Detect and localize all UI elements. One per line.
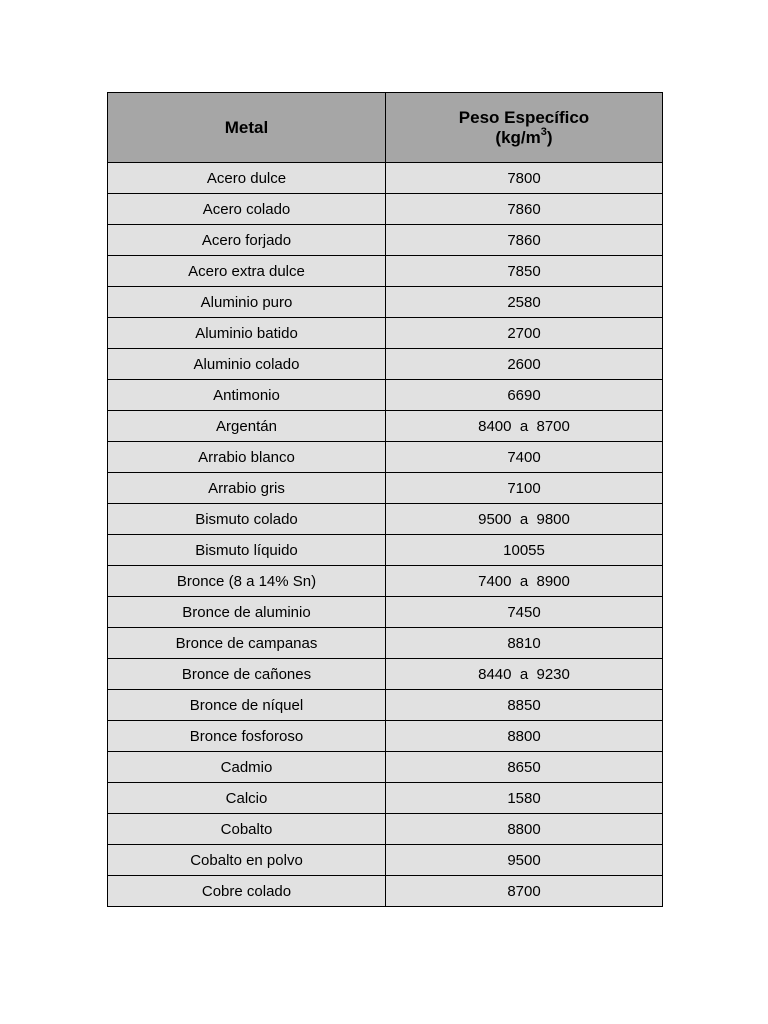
metal-name-cell: Acero dulce	[108, 163, 386, 194]
header-peso-label: Peso Específico	[458, 107, 590, 127]
peso-especifico-cell: 7400 a 8900	[386, 566, 663, 597]
header-peso-unit-open: (kg/m	[495, 127, 541, 147]
table-row	[108, 318, 663, 349]
header-peso-especifico	[386, 93, 663, 163]
header-peso-unit-close: )	[546, 127, 553, 147]
table-row	[108, 597, 663, 628]
metal-name-cell: Calcio	[108, 783, 386, 814]
metal-name-cell: Cobalto	[108, 814, 386, 845]
header-peso-unit-exponent: 3	[540, 125, 547, 138]
peso-especifico-cell: 8800	[386, 814, 663, 845]
peso-especifico-cell: 2600	[386, 349, 663, 380]
header-metal: Metal	[108, 93, 386, 163]
table-row	[108, 690, 663, 721]
metal-name-cell: Bronce de campanas	[108, 628, 386, 659]
peso-especifico-cell: 7800	[386, 163, 663, 194]
table-row	[108, 225, 663, 256]
table-row	[108, 256, 663, 287]
metal-name-cell: Arrabio blanco	[108, 442, 386, 473]
table-header-row	[108, 93, 663, 163]
metal-name-cell: Antimonio	[108, 380, 386, 411]
metal-name-cell: Aluminio puro	[108, 287, 386, 318]
peso-especifico-cell: 6690	[386, 380, 663, 411]
table-row	[108, 628, 663, 659]
metal-name-cell: Cobalto en polvo	[108, 845, 386, 876]
table-row	[108, 194, 663, 225]
peso-especifico-cell: 2700	[386, 318, 663, 349]
peso-especifico-cell: 7100	[386, 473, 663, 504]
header-peso-unit	[495, 125, 553, 147]
peso-especifico-cell: 10055	[386, 535, 663, 566]
metal-name-cell: Bismuto líquido	[108, 535, 386, 566]
table-row	[108, 287, 663, 318]
table-row	[108, 814, 663, 845]
metal-name-cell: Acero forjado	[108, 225, 386, 256]
metal-density-table	[107, 92, 663, 907]
table-row	[108, 442, 663, 473]
table-body	[108, 163, 663, 907]
peso-especifico-cell: 8810	[386, 628, 663, 659]
peso-especifico-cell: 7850	[386, 256, 663, 287]
metal-name-cell: Argentán	[108, 411, 386, 442]
peso-especifico-cell: 8440 a 9230	[386, 659, 663, 690]
peso-especifico-cell: 7860	[386, 225, 663, 256]
table-row	[108, 566, 663, 597]
metal-name-cell: Bronce de níquel	[108, 690, 386, 721]
peso-especifico-cell: 9500 a 9800	[386, 504, 663, 535]
metal-name-cell: Bronce de cañones	[108, 659, 386, 690]
metal-name-cell: Aluminio colado	[108, 349, 386, 380]
metal-name-cell: Aluminio batido	[108, 318, 386, 349]
table-row	[108, 163, 663, 194]
metal-name-cell: Bronce de aluminio	[108, 597, 386, 628]
metal-name-cell: Arrabio gris	[108, 473, 386, 504]
metal-name-cell: Acero colado	[108, 194, 386, 225]
peso-especifico-cell: 7400	[386, 442, 663, 473]
table-row	[108, 845, 663, 876]
peso-especifico-cell: 8850	[386, 690, 663, 721]
table-row	[108, 876, 663, 907]
peso-especifico-cell: 8700	[386, 876, 663, 907]
table-row	[108, 504, 663, 535]
peso-especifico-cell: 8800	[386, 721, 663, 752]
peso-especifico-cell: 8650	[386, 752, 663, 783]
table-row	[108, 349, 663, 380]
metal-name-cell: Cadmio	[108, 752, 386, 783]
table-row	[108, 752, 663, 783]
metal-name-cell: Acero extra dulce	[108, 256, 386, 287]
table-row	[108, 783, 663, 814]
peso-especifico-cell: 8400 a 8700	[386, 411, 663, 442]
peso-especifico-cell: 1580	[386, 783, 663, 814]
table-row	[108, 659, 663, 690]
table-row	[108, 411, 663, 442]
peso-especifico-cell: 2580	[386, 287, 663, 318]
table-row	[108, 380, 663, 411]
metal-name-cell: Cobre colado	[108, 876, 386, 907]
table-row	[108, 535, 663, 566]
table-row	[108, 473, 663, 504]
peso-especifico-cell: 9500	[386, 845, 663, 876]
peso-especifico-cell: 7860	[386, 194, 663, 225]
metal-name-cell: Bronce fosforoso	[108, 721, 386, 752]
metal-name-cell: Bronce (8 a 14% Sn)	[108, 566, 386, 597]
peso-especifico-cell: 7450	[386, 597, 663, 628]
table-row	[108, 721, 663, 752]
metal-name-cell: Bismuto colado	[108, 504, 386, 535]
